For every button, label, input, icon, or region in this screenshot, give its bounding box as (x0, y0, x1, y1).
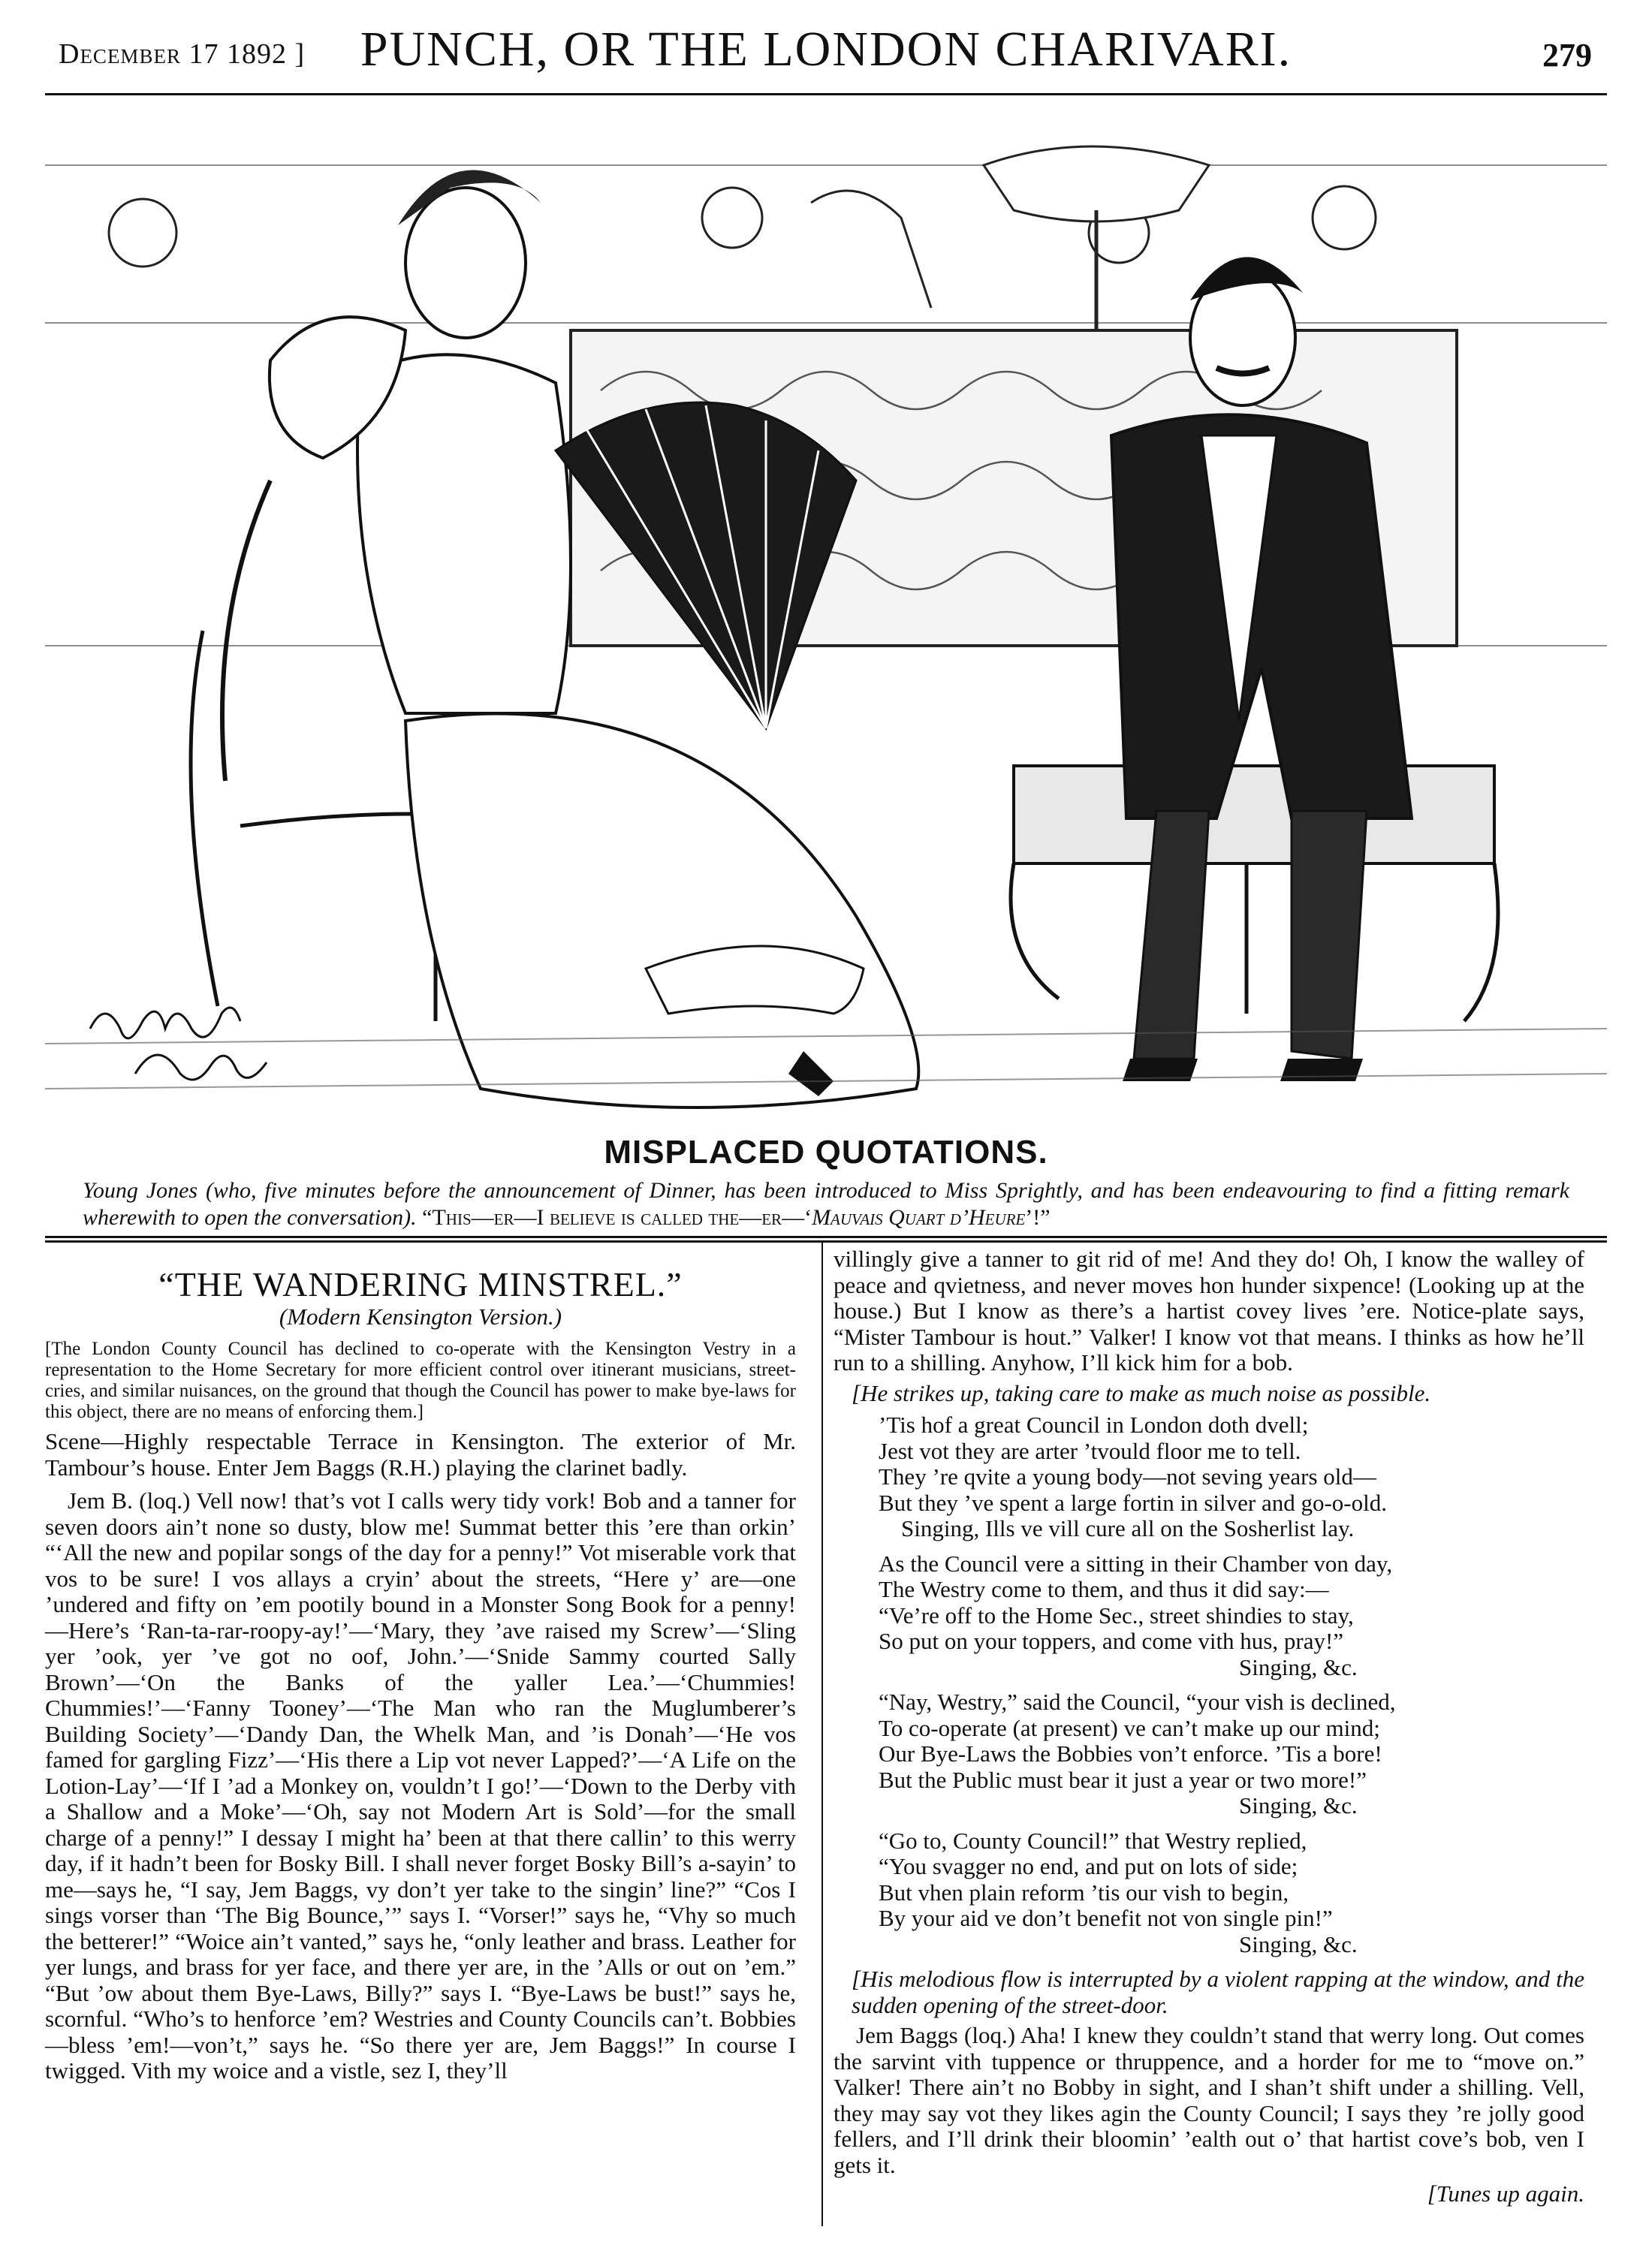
page-number: 279 (1542, 37, 1592, 74)
stage-direction-1: [He strikes up, taking care to make as much noise as possible. (852, 1379, 1431, 1406)
verse-line: Our Bye-Laws the Bobbies von’t enforce. ’Tis a bore! (879, 1740, 1382, 1767)
article-title: “THE WANDERING MINSTREL.” (158, 1265, 683, 1303)
verse-line: “Go to, County Council!” that Westry replied, (879, 1827, 1307, 1854)
verse-line: But the Public must bear it just a year or two more!” (879, 1766, 1367, 1793)
verse-line: They ’re qvite a young body—not seving years old— (879, 1463, 1376, 1490)
article-note: [The London County Council has declined to co-operate with the Kensington Vestry in a representation to the Home Secretary for more efficient control over itinerant musicians, street-cries, and similar nuisances, on the ground that though the Council has power to make bye-laws for this object, there are no means of enforcing them.] (45, 1339, 796, 1422)
verse-line: So put on your toppers, and come vith hus, pray!” (879, 1628, 1344, 1654)
scene-direction: Scene—Highly respectable Terrace in Kensington. The exterior of Mr. Tambour’s house. Enter Jem Baggs (R.H.) playing the clarinet badly. (45, 1428, 796, 1481)
verse-line: “Nay, Westry,” said the Council, “your vish is declined, (879, 1689, 1396, 1715)
verse-line: ’Tis hof a great Council in London doth dvell; (879, 1412, 1309, 1438)
verse-refrain: Singing, &c. (1239, 1653, 1358, 1680)
cartoon-caption (83, 1177, 1569, 1231)
verse-refrain: Singing, &c. (1239, 1930, 1358, 1957)
monologue-paragraph-1: Jem B. (loq.) Vell now! that’s vot I calls wery tidy vork! Bob and a tanner for seven doors ain’t none so dusty, blow me! Summat better this ’ere than orkin’ “‘All the new and popilar songs of the day for a penny!” Vot miserable vork that vos to be sure! I vos allays a cryin’ about the streets, “Here y’ are—one ’undered and fifty on ’em pootily bound in a Monster Song Book for a penny!—Here’s ‘Ran-ta-rar-roopy-ay!’—‘Mary, they ’ave raised my Screw’—‘Sling yer ’ook, yer ’ve got no oof, John.’—‘Snide Sammy courted Sally Brown’—‘On the Banks of the yaller Lea.’—‘Chummies! Chummies!’—‘Fanny Tooney’—‘The Man who ran the Muglumberer’s Building Society’—‘Dandy Dan, the Whelk Man, and ’is Donah’—‘He vos famed for gargling Fizz’—‘His there a Lip vot never Lapped?’—‘A Life on the Lotion-Lay’—‘If I ’ad a Monkey on, vouldn’t I go!’—‘Down to the Derby vith a Shallow and a Moke’—‘Oh, say not Modern Art is Sold’—for the small charge of a penny!” I dessay I might ha’ been at that there callin’ to this werry day, if it hadn’t been for Bosky Bill. I shall never forget Bosky Bill’s a-sayin’ to me—says he, “I say, Jem Baggs, vy don’t yer take to the singin’ line?” “Cos I sings vorser than ‘The Big Bounce,’” says I. “Vorser!” says he, “Vhy so much the betterer!” “Woice ain’t vanted,” says he, “only leather and brass. Leather for yer lungs, and brass for yer face, and there yer are, in the ’Alls or out on ’em.” “But ’ow about them Bye-Laws, Billy?” says I. “Bye-Laws be bust!” says he, scornful. “Who’s to henforce ’em? Westries and County Councils can’t. Bobbies—bless ’em!—von’t,” says he. “So there yer are, Jem Baggs!” In course I twigged. Vith my woice and a vistle, sez I, they’ll (45, 1487, 796, 2084)
verse-line: By your aid ve don’t benefit not von single pin!” (879, 1905, 1333, 1931)
header-rule (45, 93, 1607, 95)
issue-date: December 17 1892 ] (59, 38, 306, 70)
caption-quote (422, 1205, 1050, 1230)
verse-line: “Ve’re off to the Home Sec., street shindies to stay, (879, 1602, 1354, 1629)
masthead-title: PUNCH, OR THE LONDON CHARIVARI. (360, 22, 1292, 77)
verse-line: As the Council vere a sitting in their Chamber von day, (879, 1550, 1393, 1577)
caption-quote-end: ’!” (1025, 1205, 1051, 1230)
verse-refrain: Singing, &c. (1239, 1792, 1358, 1819)
verse-refrain: Singing, Ills ve vill cure all on the Sosherlist lay. (901, 1515, 1355, 1541)
caption-rule-double (45, 1240, 1607, 1243)
column-right (834, 1246, 1584, 2210)
verse-3 (834, 1689, 1584, 1819)
verse-line: But they ’ve spent a large fortin in silver and go-o-old. (879, 1489, 1387, 1516)
verse-line: The Westry come to them, and thus it did say:— (879, 1576, 1329, 1602)
monologue-paragraph-3: Jem Baggs (loq.) Aha! I knew they couldn’t stand that werry long. Out comes the sarvint vith tuppence or thruppence, and a horder for me to “move on.” Valker! There ain’t no Bobby in sight, and I shan’t shift under a shilling. Vell, they may say vot they likes agin the County Council; I says they ’re jolly good fellers, and I’ll drink their bloomin’ ’ealth out o’ that hartist cove’s bob, ven I gets it. (834, 2022, 1584, 2178)
closing-direction: [Tunes up again. (1427, 2180, 1584, 2207)
verse-1 (834, 1412, 1584, 1542)
verse-4 (834, 1828, 1584, 1958)
caption-text: Young Jones (who, five minutes before the announcement of Dinner, has been introduced to Miss Sprightly, and has been endeavouring to find a fitting remark wherewith to open the conversation). (83, 1178, 1569, 1230)
page-header (45, 21, 1607, 89)
verse-line: “You svagger no end, and put on lots of side; (879, 1853, 1298, 1879)
caption-rule (45, 1236, 1607, 1238)
article-subtitle: (Modern Kensington Version.) (279, 1303, 562, 1330)
verse-line: But vhen plain reform ’tis our vish to begin, (879, 1879, 1289, 1906)
column-divider (821, 1243, 823, 2226)
column-left (45, 1246, 796, 2087)
caption-quote-start: “This—er—I believe is called the—er—‘ (422, 1205, 812, 1230)
caption-quote-french: Mauvais Quart d’Heure (812, 1205, 1026, 1230)
cartoon-title: MISPLACED QUOTATIONS. (604, 1134, 1048, 1171)
verse-2 (834, 1551, 1584, 1681)
stage-direction-2: [His melodious flow is interrupted by a violent rapping at the window, and the sudden opening of the street-door. (852, 1966, 1584, 2018)
verse-line: Jest vot they are arter ’tvould floor me to tell. (879, 1437, 1301, 1464)
verse-line: To co-operate (at present) ve can’t make up our mind; (879, 1714, 1380, 1741)
monologue-paragraph-2: villingly give a tanner to git rid of me! And they do! Oh, I know the walley of peace and qvietness, and never moves hon hunder sixpence! (Looking up at the house.) But I know as there’s a hartist covey lives ’ere. Notice-plate says, “Mister Tambour is hout.” Valker! I know vot that means. I thinks as how he’ll run to a shilling. Anyhow, I’ll kick him for a bob. (834, 1246, 1584, 1376)
cartoon-illustration (45, 105, 1607, 1126)
